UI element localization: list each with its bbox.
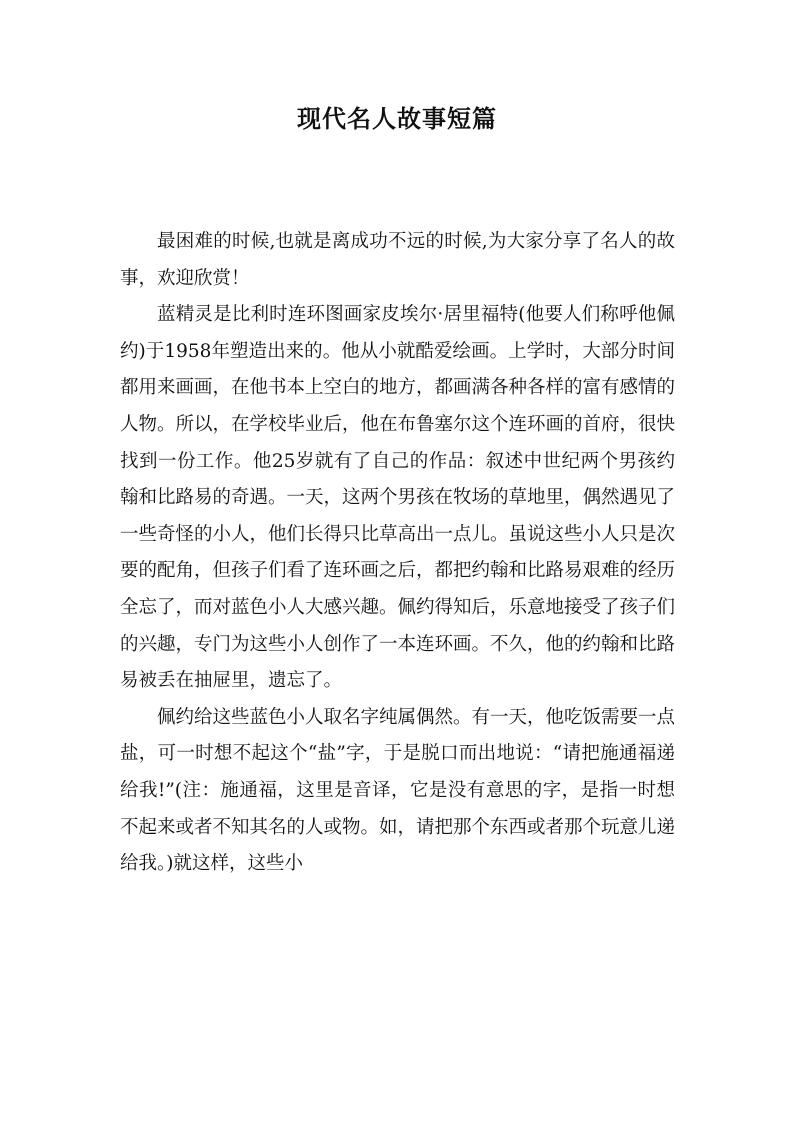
document-title: 现代名人故事短篇 <box>297 104 497 133</box>
paragraph-smurfs-naming: 佩约给这些蓝色小人取名字纯属偶然。有一天，他吃饭需要一点盐，可一时想不起这个“盐”字，于是脱口而出地说：“请把施通福递给我!”(注：施通福，这里是音译，它是没有意思的字，是指一时想不起来或者不知其名的人或物。如，请把那个东西或者那个玩意儿递给我。)就这样，这些小 <box>120 706 676 875</box>
paragraph-smurfs-origin: 蓝精灵是比利时连环图画家皮埃尔·居里福特(他要人们称呼他佩约)于1958年塑造出来的。他从小就酷爱绘画。上学时，大部分时间都用来画画，在他书本上空白的地方，都画满各种各样的富有感情的人物。所以，在学校毕业后，他在布鲁塞尔这个连环画的首府，很快找到一份工作。他25岁就有了自己的作品：叙述中世纪两个男孩约翰和比路易的奇遇。一天，这两个男孩在牧场的草地里，偶然遇见了一些奇怪的小人，他们长得只比草高出一点儿。虽说这些小人只是次要的配角，但孩子们看了连环画之后，都把约翰和比路易艰难的经历全忘了，而对蓝色小人大感兴趣。佩约得知后，乐意地接受了孩子们的兴趣，专门为这些小人创作了一本连环画。不久，他的约翰和比路易被丢在抽屉里，遗忘了。 <box>120 304 676 692</box>
paragraph-intro: 最困难的时候,也就是离成功不远的时候,为大家分享了名人的故事，欢迎欣赏！ <box>120 231 675 289</box>
document-body <box>120 224 675 883</box>
